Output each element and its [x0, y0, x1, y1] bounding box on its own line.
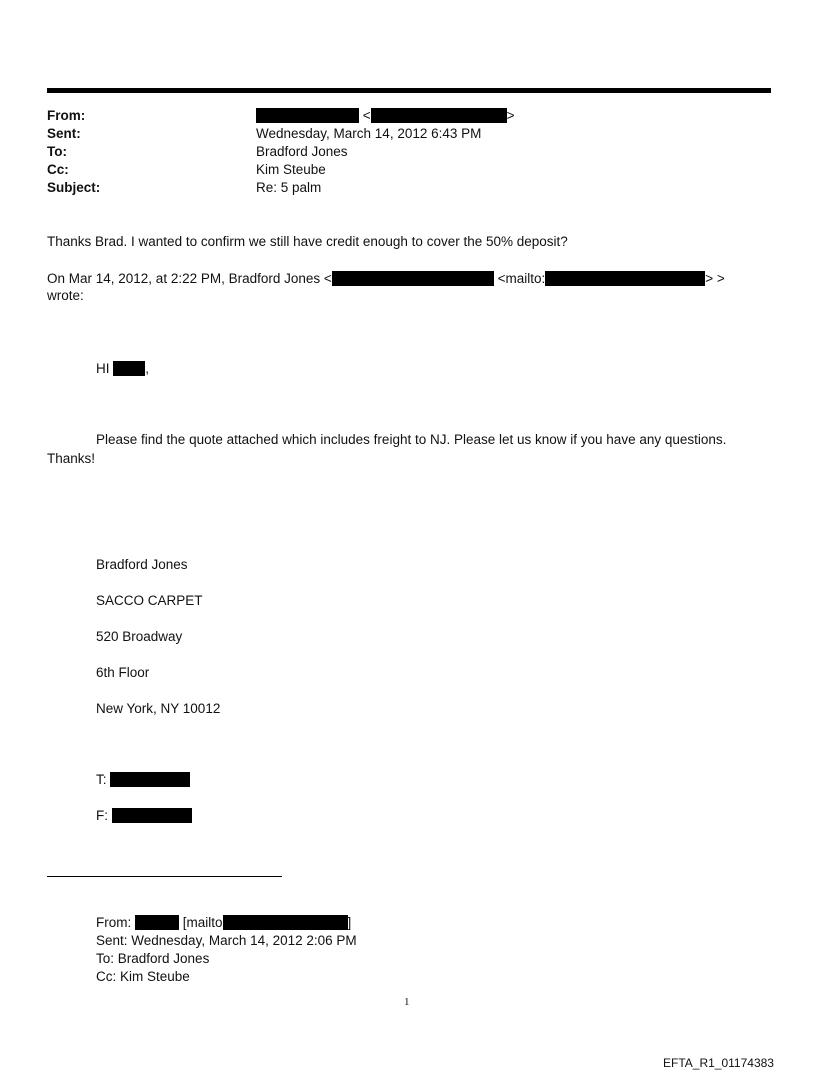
signature-fax	[96, 808, 192, 823]
sent-value: Wednesday, March 14, 2012 6:43 PM	[256, 126, 482, 141]
forwarded-to: To: Bradford Jones	[96, 951, 210, 966]
quote-intro-c: > >	[705, 271, 725, 286]
greeting-comma: ,	[145, 361, 150, 376]
greeting-hi: HI	[96, 361, 110, 376]
forwarded-from	[96, 915, 351, 930]
redaction-box	[256, 108, 359, 123]
forwarded-mailto-close: ]	[347, 915, 352, 930]
body-message: Please find the quote attached which includes freight to NJ. Please let us know if you have any questions.	[96, 432, 727, 447]
signature-address1: 520 Broadway	[96, 629, 183, 644]
redaction-box	[371, 108, 507, 123]
subject-value: Re: 5 palm	[256, 180, 322, 195]
to-value: Bradford Jones	[256, 144, 348, 159]
quote-intro	[47, 271, 725, 286]
redaction-box	[223, 915, 348, 930]
quote-intro-wrote: wrote:	[47, 288, 84, 303]
quote-intro-a: On Mar 14, 2012, at 2:22 PM, Bradford Jones <	[47, 271, 332, 286]
from-label: From:	[47, 108, 86, 123]
forwarded-sent: Sent: Wednesday, March 14, 2012 2:06 PM	[96, 933, 357, 948]
header-rule	[47, 88, 771, 93]
from-lt: <	[362, 108, 371, 123]
redaction-box	[110, 772, 190, 787]
sent-label: Sent:	[47, 126, 81, 141]
separator-rule	[47, 876, 282, 877]
redaction-box	[112, 808, 192, 823]
body-thanks: Thanks!	[47, 451, 96, 466]
redaction-box	[545, 271, 705, 286]
to-label: To:	[47, 144, 67, 159]
phone-label: T:	[96, 772, 107, 787]
forwarded-cc: Cc: Kim Steube	[96, 969, 190, 984]
fax-label: F:	[96, 808, 108, 823]
from-gt: >	[506, 108, 515, 123]
redaction-box	[135, 915, 179, 930]
signature-name: Bradford Jones	[96, 557, 188, 572]
redaction-box	[113, 361, 145, 376]
cc-value: Kim Steube	[256, 162, 326, 177]
signature-phone	[96, 772, 190, 787]
forwarded-from-label: From:	[96, 915, 132, 930]
body-line1: Thanks Brad. I wanted to confirm we still have credit enough to cover the 50% deposit?	[47, 234, 568, 249]
signature-address2: 6th Floor	[96, 665, 150, 680]
redaction-box	[332, 271, 494, 286]
greeting	[96, 361, 149, 376]
document-id: EFTA_R1_01174383	[663, 1056, 774, 1070]
cc-label: Cc:	[47, 162, 69, 177]
from-value	[256, 108, 515, 123]
page-number: 1	[404, 996, 410, 1008]
signature-address3: New York, NY 10012	[96, 701, 221, 716]
signature-company: SACCO CARPET	[96, 593, 203, 608]
subject-label: Subject:	[47, 180, 101, 195]
forwarded-mailto-open: [mailto	[182, 915, 223, 930]
quote-intro-b: <mailto:	[497, 271, 546, 286]
